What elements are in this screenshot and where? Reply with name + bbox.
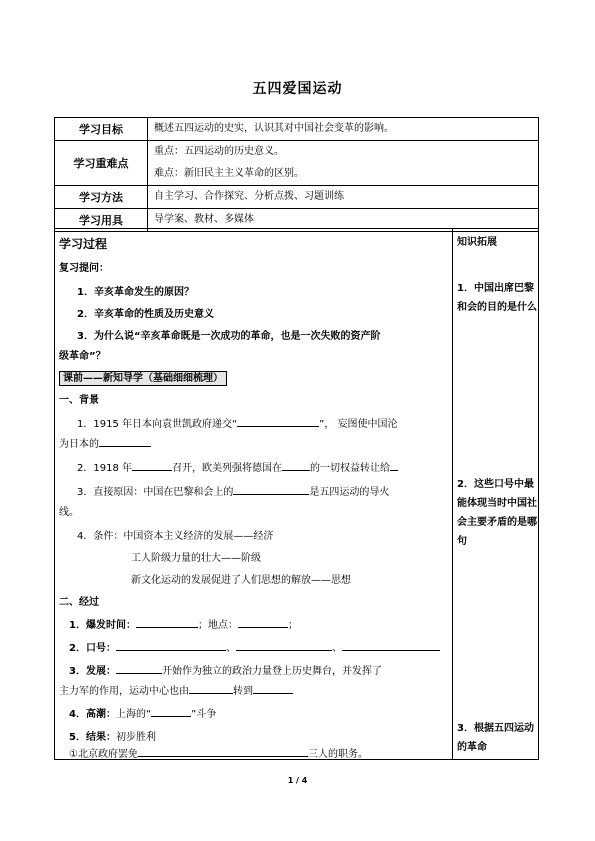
condition-class: 工人阶级力量的壮大——阶级 — [131, 553, 261, 564]
tools-text: 导学案、教材、多媒体 — [148, 209, 539, 232]
fill-blank[interactable] — [282, 459, 310, 471]
fill-blank[interactable] — [151, 705, 191, 717]
review-q3-line2: 级革命”？ — [59, 351, 106, 362]
condition-economy: 4．条件：中国资本主义经济的发展——经济 — [77, 531, 274, 542]
process-item-1: 1．爆发时间： ；地点： ； — [69, 616, 298, 631]
fill-blank[interactable] — [116, 662, 162, 674]
fill-blank[interactable] — [238, 616, 288, 628]
review-q2: 2．辛亥革命的性质及历史意义 — [77, 309, 214, 320]
page-title: 五四爱国运动 — [252, 81, 343, 97]
section-background: 一、背景 — [59, 395, 99, 406]
review-title: 复习提问： — [59, 263, 109, 274]
header-table — [54, 117, 539, 232]
process-item-6: ①北京政府罢免 三人的职务。 — [69, 745, 368, 760]
process-item-4: 4．高潮：上海的“ ”斗争 — [69, 705, 216, 720]
fill-blank[interactable] — [189, 682, 233, 694]
background-item-3-cont: 线。 — [59, 507, 79, 518]
background-item-2: 2．1918 年 召开，欧美列强将德国在 的一切权益转让给 — [77, 459, 398, 474]
fill-blank[interactable] — [342, 639, 440, 651]
condition-thought: 新文化运动的发展促进了人们思想的解放——思想 — [131, 575, 351, 586]
fill-blank[interactable] — [236, 639, 332, 651]
process-item-3-cont: 主力军的作用，运动中心也由 转到 — [59, 682, 293, 697]
tools-label: 学习用具 — [55, 209, 148, 232]
goal-text: 概述五四运动的史实，认识其对中国社会变革的影响。 — [148, 118, 539, 141]
process-heading: 学习过程 — [59, 237, 108, 251]
page-number: 1 / 4 — [287, 776, 308, 785]
fill-blank[interactable] — [136, 616, 198, 628]
knowledge-note-2: 2．这些口号中最能体现当时中国社会主要矛盾的是哪句 — [457, 479, 537, 547]
process-table — [54, 228, 539, 760]
process-item-2: 2．口号： 、 、 — [69, 639, 440, 654]
goal-label: 学习目标 — [55, 118, 148, 141]
review-q3-line1: 3．为什么说“辛亥革命既是一次成功的革命，也是一次失败的资产阶 — [77, 331, 381, 342]
process-item-5: 5．结果：初步胜利 — [69, 732, 156, 743]
difficult-point: 难点：新旧民主主义革命的区别。 — [154, 168, 304, 179]
preview-box: 课前——新知导学（基础细细梳理） — [59, 371, 227, 386]
fill-blank[interactable] — [390, 459, 398, 471]
method-text: 自主学习、合作探究、分析点拨、习题训练 — [148, 186, 539, 209]
fill-blank[interactable] — [233, 483, 309, 495]
fill-blank[interactable] — [237, 415, 319, 427]
fill-blank[interactable] — [253, 682, 293, 694]
knowledge-note-1: 1．中国出席巴黎和会的目的是什么 — [457, 283, 537, 313]
fill-blank[interactable] — [138, 745, 308, 757]
fill-blank[interactable] — [132, 459, 172, 471]
background-item-1: 1．1915 年日本向袁世凯政府递交“ ”， 妄图使中国沦 — [77, 415, 398, 430]
knowledge-heading: 知识拓展 — [457, 237, 497, 248]
process-column — [55, 229, 452, 759]
section-process: 二、经过 — [59, 597, 99, 608]
key-point: 重点：五四运动的历史意义。 — [154, 146, 284, 157]
background-item-1-cont: 为日本的 — [59, 435, 151, 450]
review-q1: 1．辛亥革命发生的原因？ — [77, 287, 194, 298]
key-label: 学习重难点 — [55, 141, 148, 186]
method-label: 学习方法 — [55, 186, 148, 209]
fill-blank[interactable] — [99, 435, 151, 447]
background-item-3: 3．直接原因：中国在巴黎和会上的 是五四运动的导火 — [77, 483, 389, 498]
fill-blank[interactable] — [116, 639, 226, 651]
knowledge-column — [452, 229, 539, 759]
process-item-3: 3．发展： 开始作为独立的政治力量登上历史舞台，并发挥了 — [69, 662, 382, 677]
knowledge-note-3: 3．根据五四运动的革命 — [457, 723, 534, 753]
